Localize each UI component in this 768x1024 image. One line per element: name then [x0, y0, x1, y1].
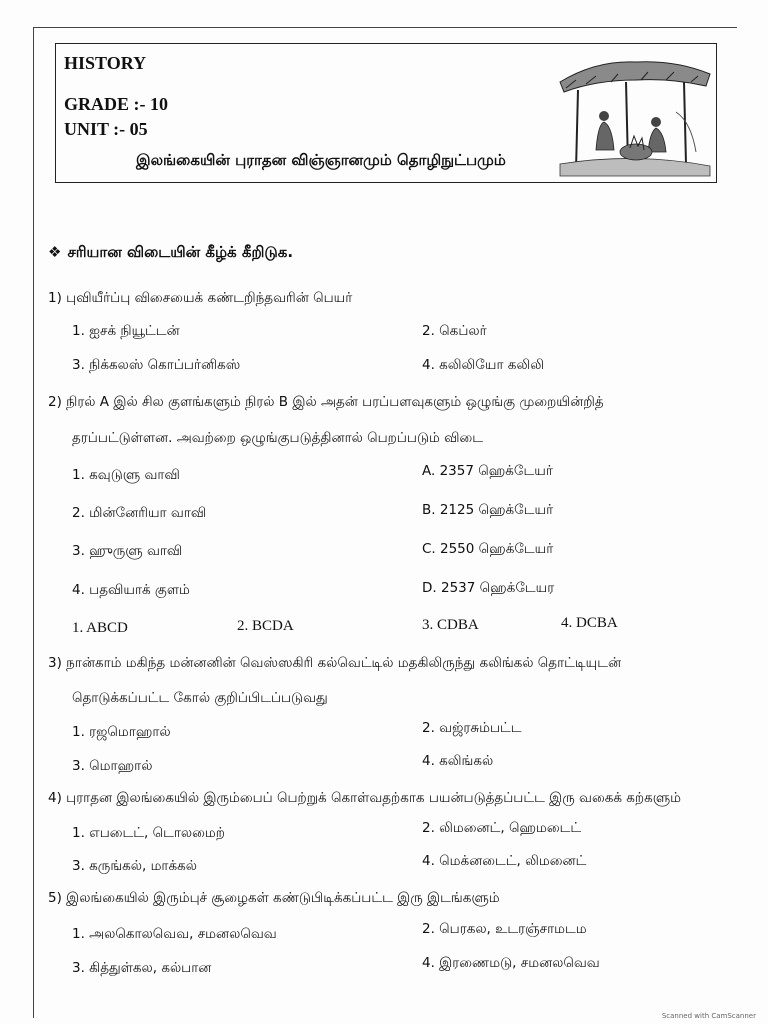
q4-option-1: 1. எபடைட், டொலமைற் [72, 825, 225, 841]
q3-option-4: 4. கலிங்கல் [422, 753, 494, 769]
q3-option-1: 1. ரஜமொஹால் [72, 724, 171, 740]
q1-option-2: 2. கெப்லர் [422, 323, 487, 339]
q4-option-2: 2. லிமனைட், ஹெமடைட் [422, 820, 582, 836]
q4-option-3: 3. கருங்கல், மாக்கல் [72, 858, 197, 874]
question-2-line-2: தரப்பட்டுள்ளன. அவற்றை ஒழுங்குபடுத்தினால் பெறப்படும் விடை [72, 430, 484, 446]
subject-title: HISTORY [64, 53, 147, 73]
q2-choice-2: 2. BCDA [237, 618, 294, 634]
question-4: 4) புராதன இலங்கையில் இரும்பைப் பெற்றுக் கொள்வதற்காக பயன்படுத்தப்பட்ட இரு வகைக் கற்களும் [48, 790, 682, 806]
q5-option-4: 4. இரணைமடு, சமனலவெவ [422, 955, 600, 971]
scanner-watermark: Scanned with CamScanner [661, 1012, 756, 1020]
q2-choice-4: 4. DCBA [561, 615, 618, 631]
q3-option-2: 2. வஜ்ரசும்பட்ட [422, 720, 522, 736]
q2-column-a-3: 3. ஹுருளு வாவி [72, 543, 183, 559]
q1-option-3: 3. நிக்கலஸ் கொப்பர்னிகஸ் [72, 357, 241, 373]
q2-column-b-4: D. 2537 ஹெக்டேயர [422, 580, 555, 596]
unit-label: UNIT :- 05 [64, 119, 148, 139]
diamond-bullet-icon: ❖ [48, 243, 62, 261]
q2-column-b-2: B. 2125 ஹெக்டேயர் [422, 502, 554, 518]
q5-option-2: 2. பெரகல, உடரஞ்சாமடம [422, 921, 587, 937]
header-box [55, 43, 717, 183]
question-5: 5) இலங்கையில் இரும்புச் சூழைகள் கண்டுபிடிக்கப்பட்ட இரு இடங்களும் [48, 890, 500, 906]
question-3-line-2: தொடுக்கப்பட்ட கோல் குறிப்பிடப்படுவது [72, 690, 328, 706]
q5-option-3: 3. கித்துள்கல, கல்பான [72, 960, 212, 976]
q2-choice-3: 3. CDBA [422, 617, 479, 633]
instruction-heading [48, 243, 293, 263]
q2-column-a-2: 2. மின்னேரியா வாவி [72, 505, 207, 521]
q2-column-b-1: A. 2357 ஹெக்டேயர் [422, 463, 553, 479]
q3-option-3: 3. மொஹால் [72, 758, 153, 774]
q4-option-4: 4. மெக்னடைட், லிமனைட் [422, 853, 587, 869]
instruction-text: சரியான விடையின் கீழ்க் கீறிடுக. [67, 243, 294, 261]
q2-column-a-1: 1. கவுடுளு வாவி [72, 467, 180, 483]
q2-column-b-3: C. 2550 ஹெக்டேயர் [422, 541, 554, 557]
question-1: 1) புவியீர்ப்பு விசையைக் கண்டறிந்தவரின் பெயர் [48, 290, 353, 306]
grade-label: GRADE :- 10 [64, 94, 168, 114]
q2-column-a-4: 4. பதவியாக் குளம் [72, 582, 190, 598]
lesson-title: இலங்கையின் புராதன விஞ்ஞானமும் தொழிநுட்பமும் [136, 151, 506, 169]
question-3-line-1: 3) நான்காம் மகிந்த மன்னனின் வெஸ்ஸகிரி கல்வெட்டில் மதகிலிருந்து கலிங்கல் தொட்டியுடன் [48, 655, 622, 671]
q5-option-1: 1. அலகொலவெவ, சமனலவெவ [72, 926, 277, 942]
question-2-line-1: 2) நிரல் A இல் சில குளங்களும் நிரல் B இல் அதன் பரப்பளவுகளும் ஒழுங்கு முறையின்றித் [48, 394, 604, 410]
ancient-workshop-illustration [556, 52, 714, 178]
q1-option-1: 1. ஐசக் நியூட்டன் [72, 323, 180, 339]
q1-option-4: 4. கலிலியோ கலிலி [422, 357, 544, 373]
q2-choice-1: 1. ABCD [72, 620, 128, 636]
